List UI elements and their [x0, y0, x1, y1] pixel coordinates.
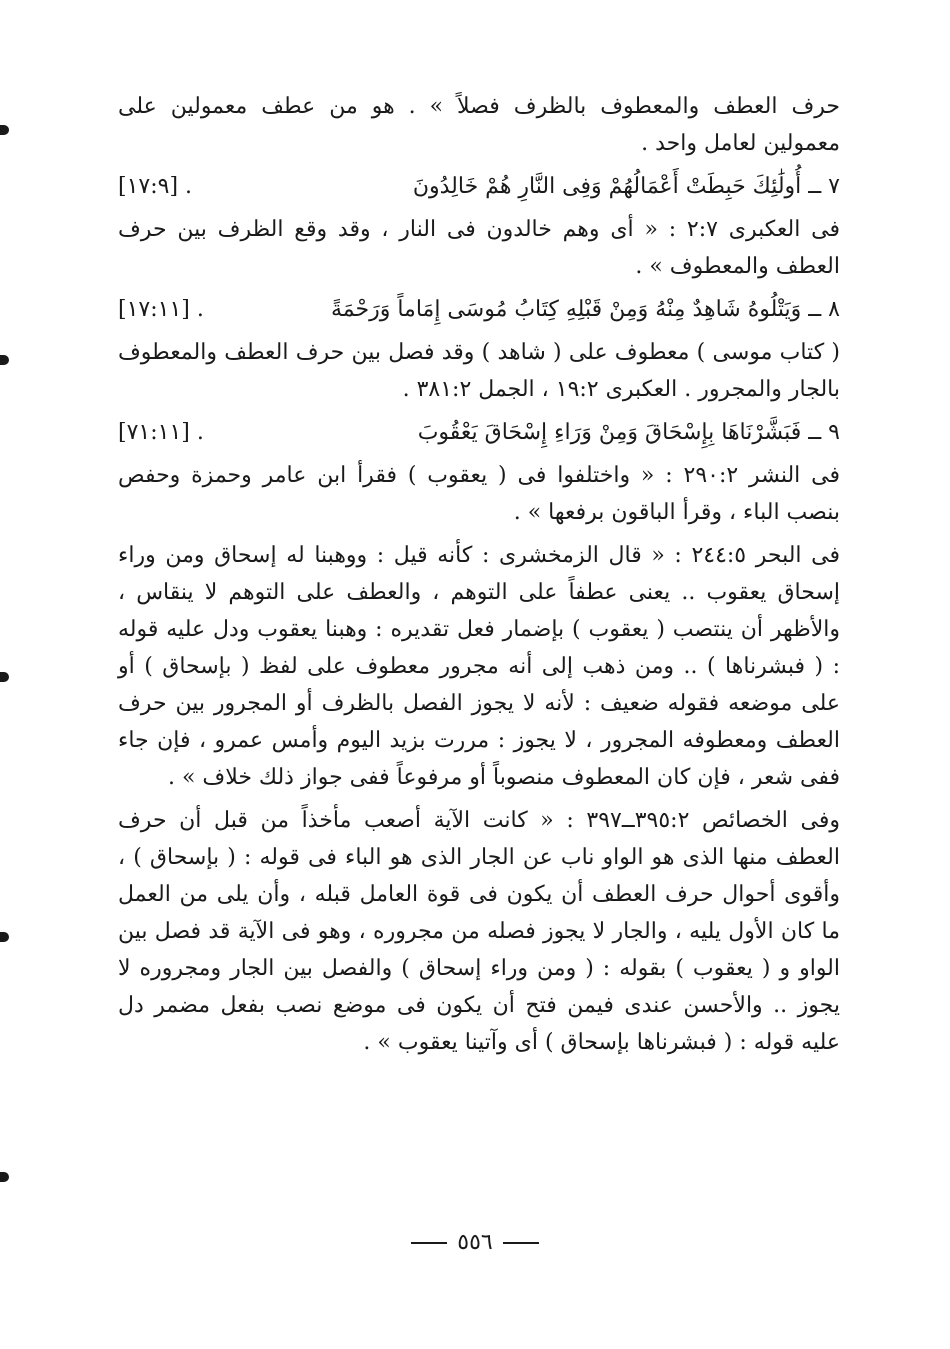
verse-7 — [118, 168, 840, 205]
verse-9-text: ٩ ــ فَبَشَّرْنَاهَا بِإِسْحَاقَ وَمِنْ وَرَاءِ إِسْحَاقَ يَعْقُوبَ — [417, 420, 840, 445]
verse-7-reference: [١٧:٩] . — [118, 174, 193, 199]
verse-9 — [118, 414, 840, 451]
binding-mark — [0, 932, 9, 942]
page-number: ٥٥٦ — [457, 1230, 493, 1255]
footer-dash-left — [411, 1242, 447, 1244]
page-body — [118, 88, 840, 1067]
paragraph-6: وفى الخصائص ٣٩٥:٢ــ٣٩٧ : « كانت الآية أصعب مأخذاً من قبل أن حرف العطف منها الذى هو الواو ناب عن الجار الذى هو الباء فى قوله : ( بإسحاق ) ، وأقوى أحوال حرف العطف أن يكون فى قوة العامل قبله ، وأن يلى من العمل ما كان الأول يليه ، والجار لا يجوز فصله من مجروره ، وهو فى الآية قد فصل بين الواو و ( يعقوب ) بقوله : ( ومن وراء إسحاق ) والفصل بين الجار ومجروره لا يجوز .. والأحسن عندى فيمن فتح أن يكون فى موضع نصب بفعل مضمر دل عليه قوله : ( فبشرناها بإسحاق ) أى وآتينا يعقوب » . — [118, 808, 840, 1055]
verse-8 — [118, 291, 840, 328]
binding-mark — [0, 1172, 9, 1182]
paragraph-2: فى العكبرى ٢:٧ : « أى وهم خالدون فى النار ، وقد وقع الظرف بين حرف العطف والمعطوف » . — [118, 217, 840, 279]
page-footer — [0, 1230, 950, 1255]
paragraph-5: فى البحر ٢٤٤:٥ : « قال الزمخشرى : كأنه قيل : ووهبنا له إسحاق ومن وراء إسحاق يعقوب .. يعنى عطفاً على التوهم ، والعطف على التوهم لا ينقاس ، والأظهر أن ينتصب ( يعقوب ) بإضمار فعل تقديره : وهبنا يعقوب ودل عليه قوله : ( فبشرناها ) .. ومن ذهب إلى أنه مجرور معطوف على لفظ ( بإسحاق ) أو على موضعه فقوله ضعيف : لأنه لا يجوز الفصل بالظرف أو المجرور بين حرف العطف ومعطوفه المجرور ، لا يجوز : مررت بزيد اليوم وأمس عمرو ، فإن جاء ففى شعر ، فإن كان المعطوف منصوباً أو مرفوعاً ففى جواز ذلك خلاف » . — [118, 543, 841, 790]
binding-mark — [0, 672, 9, 682]
paragraph-1: حرف العطف والمعطوف بالظرف فصلاً » . هو من عطف معمولين على معمولين لعامل واحد . — [118, 94, 840, 156]
paragraph-3: ( كتاب موسى ) معطوف على ( شاهد ) وقد فصل بين حرف العطف والمعطوف بالجار والمجرور . العكبرى ١٩:٢ ، الجمل ٣٨١:٢ . — [118, 340, 840, 402]
verse-8-reference: [١٧:١١] . — [118, 297, 204, 322]
verse-8-text: ٨ ــ وَيَتْلُوهُ شَاهِدٌ مِنْهُ وَمِنْ قَبْلِهِ كِتَابُ مُوسَى إِمَاماً وَرَحْمَةً — [331, 297, 840, 322]
footer-dash-right — [503, 1242, 539, 1244]
verse-9-reference: [٧١:١١] . — [118, 420, 204, 445]
verse-7-text: ٧ ــ أُولَٰئِكَ حَبِطَتْ أَعْمَالُهُمْ وَفِى النَّارِ هُمْ خَالِدُونَ — [412, 174, 840, 199]
binding-mark — [0, 125, 9, 135]
binding-mark — [0, 355, 9, 365]
paragraph-4: فى النشر ٢٩٠:٢ : « واختلفوا فى ( يعقوب ) فقرأ ابن عامر وحمزة وحفص بنصب الباء ، وقرأ الباقون برفعها » . — [118, 463, 840, 525]
